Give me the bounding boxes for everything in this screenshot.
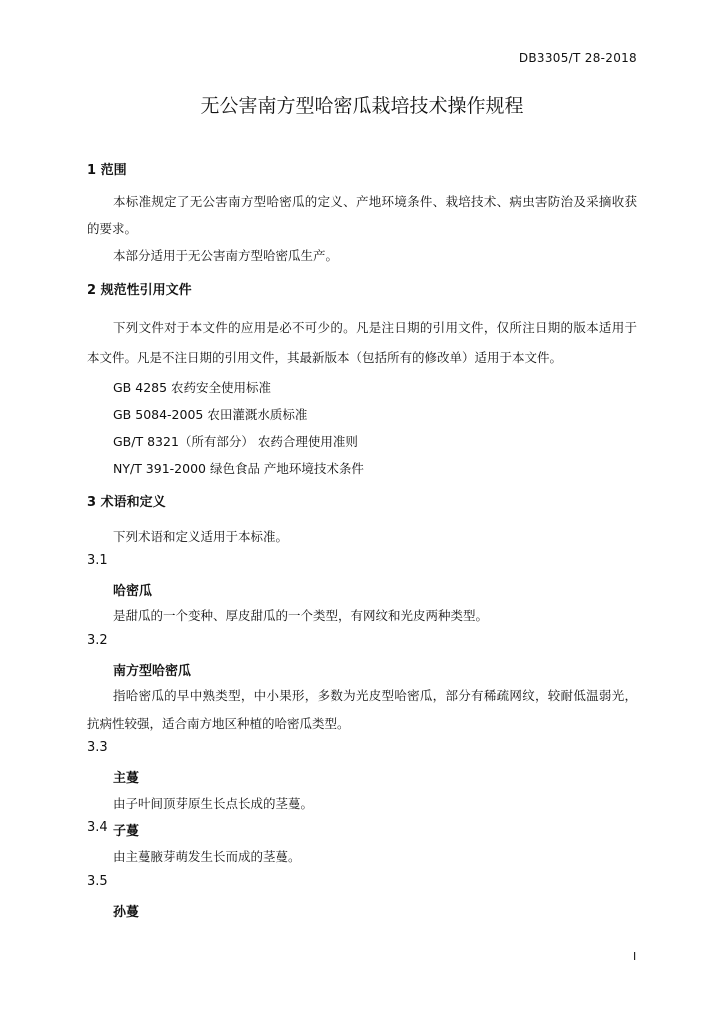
section-1-paragraph-1-line-1: 本标准规定了无公害南方型哈密瓜的定义、产地环境条件、栽培技术、病虫害防治及采摘收获 xyxy=(113,194,637,209)
term-number: 3.4 xyxy=(87,820,108,835)
term-name: 南方型哈密瓜 xyxy=(113,664,192,679)
term-definition: 由主蔓腋芽萌发生长而成的茎蔓。 xyxy=(113,849,301,864)
term-name: 主蔓 xyxy=(113,771,140,786)
term-definition: 由子叶间顶芽原生长点长成的茎蔓。 xyxy=(113,796,314,811)
reference-item: NY/T 391-2000 绿色食品 产地环境技术条件 xyxy=(113,461,364,476)
term-definition-line-1: 指哈密瓜的早中熟类型，中小果形，多数为光皮型哈密瓜，部分有稀疏网纹，较耐低温弱光， xyxy=(113,688,637,703)
standard-number: DB3305/T 28-2018 xyxy=(518,51,637,65)
term-definition-line-2: 抗病性较强，适合南方地区种植的哈密瓜类型。 xyxy=(87,716,350,731)
section-2-heading: 2 规范性引用文件 xyxy=(87,283,192,298)
term-definition: 是甜瓜的一个变种、厚皮甜瓜的一个类型，有网纹和光皮两种类型。 xyxy=(113,608,489,623)
term-number: 3.1 xyxy=(87,553,108,568)
section-1-paragraph-1-line-2: 的要求。 xyxy=(87,221,138,236)
term-name: 孙蔓 xyxy=(113,905,140,920)
term-name: 哈密瓜 xyxy=(113,584,153,599)
term-name: 子蔓 xyxy=(113,824,140,839)
term-number: 3.3 xyxy=(87,740,108,755)
reference-item: GB 4285 农药安全使用标准 xyxy=(113,380,272,395)
term-number: 3.5 xyxy=(87,874,108,889)
term-number: 3.2 xyxy=(87,633,108,648)
document-title: 无公害南方型哈密瓜栽培技术操作规程 xyxy=(200,95,524,117)
section-2-paragraph-line-2: 本文件。凡是不注日期的引用文件，其最新版本（包括所有的修改单）适用于本文件。 xyxy=(87,350,563,365)
section-2-paragraph-line-1: 下列文件对于本文件的应用是必不可少的。凡是注日期的引用文件，仅所注日期的版本适用于 xyxy=(113,320,637,335)
reference-item: GB 5084-2005 农田灌溉水质标准 xyxy=(113,407,308,422)
section-3-heading: 3 术语和定义 xyxy=(87,495,166,510)
section-1-heading: 1 范围 xyxy=(87,163,127,178)
section-3-intro: 下列术语和定义适用于本标准。 xyxy=(113,529,289,544)
page-number: I xyxy=(633,950,637,963)
reference-item: GB/T 8321（所有部分） 农药合理使用准则 xyxy=(113,434,358,449)
section-1-paragraph-2: 本部分适用于无公害南方型哈密瓜生产。 xyxy=(113,248,339,263)
